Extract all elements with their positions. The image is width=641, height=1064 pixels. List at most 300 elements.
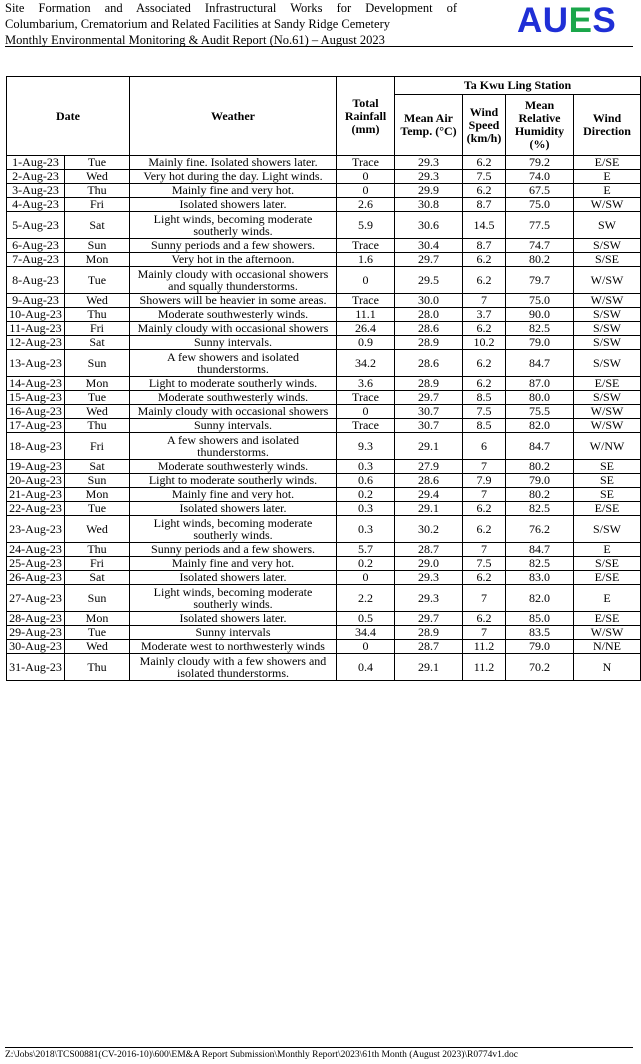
- wind-direction-cell: E/SE: [574, 156, 641, 170]
- logo-letter: A: [517, 1, 543, 40]
- weather-cell: Mainly cloudy with occasional showers and squally thunderstorms.: [130, 267, 337, 294]
- date-cell: 7-Aug-23: [7, 253, 65, 267]
- wind-direction-cell: N/NE: [574, 640, 641, 654]
- table-row: [7, 460, 641, 474]
- date-cell: 3-Aug-23: [7, 184, 65, 198]
- temp-cell: 29.9: [395, 184, 463, 198]
- temp-cell: 29.1: [395, 433, 463, 460]
- table-row: [7, 502, 641, 516]
- wind-speed-cell: 6.2: [463, 253, 506, 267]
- humidity-cell: 67.5: [506, 184, 574, 198]
- humidity-cell: 90.0: [506, 308, 574, 322]
- date-cell: 14-Aug-23: [7, 377, 65, 391]
- weather-cell: Isolated showers later.: [130, 198, 337, 212]
- humidity-cell: 77.5: [506, 212, 574, 239]
- wind-speed-cell: 7.5: [463, 405, 506, 419]
- temp-cell: 28.9: [395, 377, 463, 391]
- footer-file-path: Z:\Jobs\2018\TCS00881(CV-2016-10)\600\EM&A Report Submission\Monthly Report\2023\61th Month (August 2023)\R0774v1.doc: [5, 1050, 518, 1060]
- humidity-cell: 87.0: [506, 377, 574, 391]
- wind-speed-cell: 6.2: [463, 267, 506, 294]
- rainfall-cell: 0: [337, 267, 395, 294]
- wind-direction-cell: S/SW: [574, 308, 641, 322]
- date-cell: 23-Aug-23: [7, 516, 65, 543]
- wind-speed-cell: 3.7: [463, 308, 506, 322]
- temp-cell: 28.9: [395, 336, 463, 350]
- weather-cell: Mainly cloudy with occasional showers: [130, 322, 337, 336]
- wind-speed-cell: 6.2: [463, 612, 506, 626]
- humidity-cell: 75.0: [506, 294, 574, 308]
- rainfall-cell: 3.6: [337, 377, 395, 391]
- humidity-cell: 82.5: [506, 322, 574, 336]
- rainfall-cell: 1.6: [337, 253, 395, 267]
- wind-direction-cell: W/NW: [574, 433, 641, 460]
- day-cell: Fri: [65, 198, 130, 212]
- weather-cell: Sunny intervals: [130, 626, 337, 640]
- rainfall-cell: 0.9: [337, 336, 395, 350]
- table-row: [7, 640, 641, 654]
- rainfall-cell: Trace: [337, 156, 395, 170]
- day-cell: Tue: [65, 502, 130, 516]
- table-row: [7, 557, 641, 571]
- rainfall-cell: Trace: [337, 294, 395, 308]
- wind-direction-cell: E: [574, 585, 641, 612]
- day-cell: Sat: [65, 212, 130, 239]
- wind-direction-cell: W/SW: [574, 267, 641, 294]
- day-cell: Sat: [65, 571, 130, 585]
- wind-direction-cell: W/SW: [574, 405, 641, 419]
- temp-cell: 28.6: [395, 322, 463, 336]
- wind-speed-cell: 6.2: [463, 184, 506, 198]
- day-cell: Thu: [65, 543, 130, 557]
- wind-speed-cell: 10.2: [463, 336, 506, 350]
- rainfall-cell: 0: [337, 405, 395, 419]
- table-row: [7, 488, 641, 502]
- wind-direction-cell: E/SE: [574, 612, 641, 626]
- date-cell: 22-Aug-23: [7, 502, 65, 516]
- humidity-cell: 80.2: [506, 460, 574, 474]
- wind-speed-cell: 7.5: [463, 557, 506, 571]
- rainfall-cell: 0.2: [337, 488, 395, 502]
- temp-cell: 27.9: [395, 460, 463, 474]
- weather-cell: Isolated showers later.: [130, 502, 337, 516]
- table-row: [7, 433, 641, 460]
- table-row: [7, 267, 641, 294]
- date-cell: 15-Aug-23: [7, 391, 65, 405]
- humidity-cell: 82.0: [506, 419, 574, 433]
- table-row: [7, 184, 641, 198]
- weather-cell: Mainly fine and very hot.: [130, 488, 337, 502]
- date-cell: 13-Aug-23: [7, 350, 65, 377]
- header-divider: [5, 46, 633, 47]
- wind-speed-cell: 6: [463, 433, 506, 460]
- wind-direction-cell: S/SW: [574, 336, 641, 350]
- weather-cell: Isolated showers later.: [130, 612, 337, 626]
- header-title-line-1: Site Formation and Associated Infrastructural Works for Development of: [5, 1, 457, 15]
- temp-cell: 30.7: [395, 405, 463, 419]
- day-cell: Fri: [65, 557, 130, 571]
- wind-speed-cell: 8.7: [463, 239, 506, 253]
- table-row: [7, 322, 641, 336]
- temp-cell: 30.8: [395, 198, 463, 212]
- rainfall-cell: 5.7: [337, 543, 395, 557]
- day-cell: Wed: [65, 294, 130, 308]
- date-cell: 9-Aug-23: [7, 294, 65, 308]
- date-cell: 18-Aug-23: [7, 433, 65, 460]
- humidity-cell: 74.7: [506, 239, 574, 253]
- humidity-cell: 79.2: [506, 156, 574, 170]
- table-row: [7, 654, 641, 681]
- weather-cell: Sunny periods and a few showers.: [130, 239, 337, 253]
- table-row: [7, 350, 641, 377]
- weather-cell: Showers will be heavier in some areas.: [130, 294, 337, 308]
- temp-cell: 29.1: [395, 502, 463, 516]
- humidity-cell: 83.5: [506, 626, 574, 640]
- date-cell: 25-Aug-23: [7, 557, 65, 571]
- day-cell: Tue: [65, 626, 130, 640]
- station-header: Ta Kwu Ling Station: [395, 77, 641, 95]
- col-header-date: Date: [7, 77, 130, 156]
- wind-direction-cell: SW: [574, 212, 641, 239]
- wind-speed-cell: 6.2: [463, 502, 506, 516]
- temp-cell: 29.5: [395, 267, 463, 294]
- wind-direction-cell: E: [574, 543, 641, 557]
- weather-table: [6, 76, 641, 681]
- weather-cell: Sunny periods and a few showers.: [130, 543, 337, 557]
- table-row: [7, 612, 641, 626]
- weather-cell: Very hot during the day. Light winds.: [130, 170, 337, 184]
- rainfall-cell: 0.5: [337, 612, 395, 626]
- wind-speed-cell: 7: [463, 488, 506, 502]
- wind-direction-cell: S/SE: [574, 253, 641, 267]
- rainfall-cell: 0.6: [337, 474, 395, 488]
- col-header-humidity: Mean Relative Humidity (%): [506, 95, 574, 156]
- weather-cell: Mainly fine and very hot.: [130, 184, 337, 198]
- date-cell: 24-Aug-23: [7, 543, 65, 557]
- wind-speed-cell: 7.9: [463, 474, 506, 488]
- humidity-cell: 80.0: [506, 391, 574, 405]
- humidity-cell: 79.0: [506, 640, 574, 654]
- weather-cell: Moderate west to northwesterly winds: [130, 640, 337, 654]
- wind-speed-cell: 7: [463, 543, 506, 557]
- day-cell: Thu: [65, 654, 130, 681]
- rainfall-cell: 0: [337, 184, 395, 198]
- rainfall-cell: 0: [337, 640, 395, 654]
- rainfall-cell: Trace: [337, 391, 395, 405]
- wind-direction-cell: S/SW: [574, 391, 641, 405]
- temp-cell: 30.6: [395, 212, 463, 239]
- rainfall-cell: 2.2: [337, 585, 395, 612]
- date-cell: 28-Aug-23: [7, 612, 65, 626]
- humidity-cell: 79.7: [506, 267, 574, 294]
- wind-direction-cell: N: [574, 654, 641, 681]
- day-cell: Wed: [65, 516, 130, 543]
- wind-speed-cell: 8.5: [463, 419, 506, 433]
- date-cell: 29-Aug-23: [7, 626, 65, 640]
- report-header: [5, 0, 457, 48]
- table-row: [7, 571, 641, 585]
- day-cell: Sat: [65, 336, 130, 350]
- wind-speed-cell: 7: [463, 626, 506, 640]
- date-cell: 10-Aug-23: [7, 308, 65, 322]
- table-row: [7, 156, 641, 170]
- table-row: [7, 239, 641, 253]
- date-cell: 19-Aug-23: [7, 460, 65, 474]
- day-cell: Sun: [65, 239, 130, 253]
- rainfall-cell: 5.9: [337, 212, 395, 239]
- humidity-cell: 82.5: [506, 502, 574, 516]
- wind-direction-cell: S/SW: [574, 322, 641, 336]
- day-cell: Tue: [65, 156, 130, 170]
- table-row: [7, 253, 641, 267]
- day-cell: Wed: [65, 405, 130, 419]
- weather-cell: Moderate southwesterly winds.: [130, 460, 337, 474]
- weather-cell: A few showers and isolated thunderstorms.: [130, 350, 337, 377]
- wind-direction-cell: W/SW: [574, 419, 641, 433]
- date-cell: 11-Aug-23: [7, 322, 65, 336]
- temp-cell: 28.6: [395, 474, 463, 488]
- footer-divider: [5, 1047, 633, 1048]
- temp-cell: 30.0: [395, 294, 463, 308]
- weather-cell: Mainly cloudy with occasional showers: [130, 405, 337, 419]
- weather-cell: Sunny intervals.: [130, 419, 337, 433]
- temp-cell: 29.3: [395, 585, 463, 612]
- humidity-cell: 84.7: [506, 433, 574, 460]
- temp-cell: 29.7: [395, 612, 463, 626]
- date-cell: 27-Aug-23: [7, 585, 65, 612]
- wind-direction-cell: SE: [574, 488, 641, 502]
- humidity-cell: 84.7: [506, 350, 574, 377]
- day-cell: Mon: [65, 488, 130, 502]
- date-cell: 8-Aug-23: [7, 267, 65, 294]
- rainfall-cell: 0.2: [337, 557, 395, 571]
- col-header-temp: Mean Air Temp. (°C): [395, 95, 463, 156]
- day-cell: Fri: [65, 433, 130, 460]
- wind-speed-cell: 7.5: [463, 170, 506, 184]
- temp-cell: 29.4: [395, 488, 463, 502]
- day-cell: Sun: [65, 350, 130, 377]
- rainfall-cell: 26.4: [337, 322, 395, 336]
- day-cell: Mon: [65, 377, 130, 391]
- header-title-line-3: Monthly Environmental Monitoring & Audit Report (No.61) – August 2023: [5, 33, 385, 47]
- weather-cell: Light to moderate southerly winds.: [130, 377, 337, 391]
- humidity-cell: 83.0: [506, 571, 574, 585]
- day-cell: Fri: [65, 322, 130, 336]
- wind-speed-cell: 7: [463, 585, 506, 612]
- temp-cell: 29.3: [395, 170, 463, 184]
- table-row: [7, 391, 641, 405]
- col-header-weather: Weather: [130, 77, 337, 156]
- humidity-cell: 85.0: [506, 612, 574, 626]
- date-cell: 2-Aug-23: [7, 170, 65, 184]
- humidity-cell: 82.0: [506, 585, 574, 612]
- wind-speed-cell: 8.7: [463, 198, 506, 212]
- wind-direction-cell: E/SE: [574, 377, 641, 391]
- col-header-wind-speed: Wind Speed (km/h): [463, 95, 506, 156]
- wind-speed-cell: 7: [463, 460, 506, 474]
- wind-speed-cell: 6.2: [463, 516, 506, 543]
- wind-speed-cell: 6.2: [463, 350, 506, 377]
- wind-direction-cell: E/SE: [574, 502, 641, 516]
- col-header-rainfall: Total Rainfall (mm): [337, 77, 395, 156]
- day-cell: Thu: [65, 419, 130, 433]
- weather-cell: Mainly cloudy with a few showers and isolated thunderstorms.: [130, 654, 337, 681]
- temp-cell: 30.4: [395, 239, 463, 253]
- humidity-cell: 82.5: [506, 557, 574, 571]
- wind-direction-cell: E: [574, 184, 641, 198]
- rainfall-cell: 2.6: [337, 198, 395, 212]
- day-cell: Wed: [65, 640, 130, 654]
- rainfall-cell: Trace: [337, 239, 395, 253]
- date-cell: 26-Aug-23: [7, 571, 65, 585]
- wind-speed-cell: 8.5: [463, 391, 506, 405]
- table-row: [7, 212, 641, 239]
- day-cell: Thu: [65, 184, 130, 198]
- day-cell: Mon: [65, 253, 130, 267]
- weather-cell: Moderate southwesterly winds.: [130, 308, 337, 322]
- wind-speed-cell: 11.2: [463, 654, 506, 681]
- date-cell: 4-Aug-23: [7, 198, 65, 212]
- logo-letter: U: [542, 1, 569, 40]
- humidity-cell: 80.2: [506, 253, 574, 267]
- day-cell: Tue: [65, 391, 130, 405]
- date-cell: 21-Aug-23: [7, 488, 65, 502]
- table-row: [7, 543, 641, 557]
- date-cell: 30-Aug-23: [7, 640, 65, 654]
- table-row: [7, 516, 641, 543]
- weather-cell: Moderate southwesterly winds.: [130, 391, 337, 405]
- table-row: [7, 198, 641, 212]
- rainfall-cell: 0.3: [337, 460, 395, 474]
- wind-direction-cell: S/SW: [574, 516, 641, 543]
- table-row: [7, 170, 641, 184]
- humidity-cell: 79.0: [506, 474, 574, 488]
- wind-direction-cell: SE: [574, 460, 641, 474]
- wind-direction-cell: S/SE: [574, 557, 641, 571]
- weather-cell: Light to moderate southerly winds.: [130, 474, 337, 488]
- weather-cell: Very hot in the afternoon.: [130, 253, 337, 267]
- temp-cell: 28.7: [395, 640, 463, 654]
- temp-cell: 28.7: [395, 543, 463, 557]
- wind-speed-cell: 6.2: [463, 377, 506, 391]
- wind-speed-cell: 11.2: [463, 640, 506, 654]
- table-row: [7, 585, 641, 612]
- table-row: [7, 626, 641, 640]
- weather-cell: Light winds, becoming moderate southerly winds.: [130, 585, 337, 612]
- weather-cell: Light winds, becoming moderate southerly winds.: [130, 516, 337, 543]
- wind-direction-cell: W/SW: [574, 198, 641, 212]
- wind-speed-cell: 6.2: [463, 571, 506, 585]
- date-cell: 16-Aug-23: [7, 405, 65, 419]
- temp-cell: 29.0: [395, 557, 463, 571]
- humidity-cell: 79.0: [506, 336, 574, 350]
- date-cell: 1-Aug-23: [7, 156, 65, 170]
- logo-letter: E: [568, 1, 593, 40]
- rainfall-cell: 9.3: [337, 433, 395, 460]
- temp-cell: 29.3: [395, 156, 463, 170]
- weather-cell: Sunny intervals.: [130, 336, 337, 350]
- wind-speed-cell: 14.5: [463, 212, 506, 239]
- rainfall-cell: 0: [337, 170, 395, 184]
- date-cell: 6-Aug-23: [7, 239, 65, 253]
- aues-logo: [517, 1, 616, 41]
- temp-cell: 30.7: [395, 419, 463, 433]
- temp-cell: 29.3: [395, 571, 463, 585]
- humidity-cell: 84.7: [506, 543, 574, 557]
- weather-cell: Mainly fine and very hot.: [130, 557, 337, 571]
- weather-cell: A few showers and isolated thunderstorms.: [130, 433, 337, 460]
- wind-direction-cell: SE: [574, 474, 641, 488]
- humidity-cell: 70.2: [506, 654, 574, 681]
- humidity-cell: 75.0: [506, 198, 574, 212]
- day-cell: Sun: [65, 585, 130, 612]
- rainfall-cell: 0.4: [337, 654, 395, 681]
- wind-direction-cell: W/SW: [574, 626, 641, 640]
- humidity-cell: 74.0: [506, 170, 574, 184]
- wind-speed-cell: 6.2: [463, 322, 506, 336]
- wind-direction-cell: E: [574, 170, 641, 184]
- weather-cell: Mainly fine. Isolated showers later.: [130, 156, 337, 170]
- table-row: [7, 377, 641, 391]
- date-cell: 20-Aug-23: [7, 474, 65, 488]
- date-cell: 31-Aug-23: [7, 654, 65, 681]
- day-cell: Sun: [65, 474, 130, 488]
- day-cell: Wed: [65, 170, 130, 184]
- rainfall-cell: 11.1: [337, 308, 395, 322]
- table-row: [7, 419, 641, 433]
- logo-letter: S: [592, 1, 617, 40]
- rainfall-cell: 34.4: [337, 626, 395, 640]
- rainfall-cell: 0.3: [337, 502, 395, 516]
- table-row: [7, 336, 641, 350]
- weather-cell: Light winds, becoming moderate southerly winds.: [130, 212, 337, 239]
- temp-cell: 29.7: [395, 391, 463, 405]
- header-title-line-2: Columbarium, Crematorium and Related Facilities at Sandy Ridge Cemetery: [5, 17, 390, 31]
- day-cell: Tue: [65, 267, 130, 294]
- rainfall-cell: 0.3: [337, 516, 395, 543]
- humidity-cell: 76.2: [506, 516, 574, 543]
- day-cell: Thu: [65, 308, 130, 322]
- date-cell: 17-Aug-23: [7, 419, 65, 433]
- wind-direction-cell: E/SE: [574, 571, 641, 585]
- day-cell: Sat: [65, 460, 130, 474]
- col-header-wind-direction: Wind Direction: [574, 95, 641, 156]
- weather-table-body: [7, 156, 641, 681]
- wind-speed-cell: 6.2: [463, 156, 506, 170]
- table-row: [7, 405, 641, 419]
- table-row: [7, 308, 641, 322]
- weather-cell: Isolated showers later.: [130, 571, 337, 585]
- wind-direction-cell: S/SW: [574, 239, 641, 253]
- table-row: [7, 294, 641, 308]
- date-cell: 12-Aug-23: [7, 336, 65, 350]
- wind-direction-cell: S/SW: [574, 350, 641, 377]
- wind-speed-cell: 7: [463, 294, 506, 308]
- temp-cell: 28.6: [395, 350, 463, 377]
- rainfall-cell: Trace: [337, 419, 395, 433]
- humidity-cell: 80.2: [506, 488, 574, 502]
- date-cell: 5-Aug-23: [7, 212, 65, 239]
- temp-cell: 29.7: [395, 253, 463, 267]
- temp-cell: 28.9: [395, 626, 463, 640]
- wind-direction-cell: W/SW: [574, 294, 641, 308]
- humidity-cell: 75.5: [506, 405, 574, 419]
- temp-cell: 30.2: [395, 516, 463, 543]
- rainfall-cell: 0: [337, 571, 395, 585]
- table-row: [7, 474, 641, 488]
- temp-cell: 28.0: [395, 308, 463, 322]
- rainfall-cell: 34.2: [337, 350, 395, 377]
- temp-cell: 29.1: [395, 654, 463, 681]
